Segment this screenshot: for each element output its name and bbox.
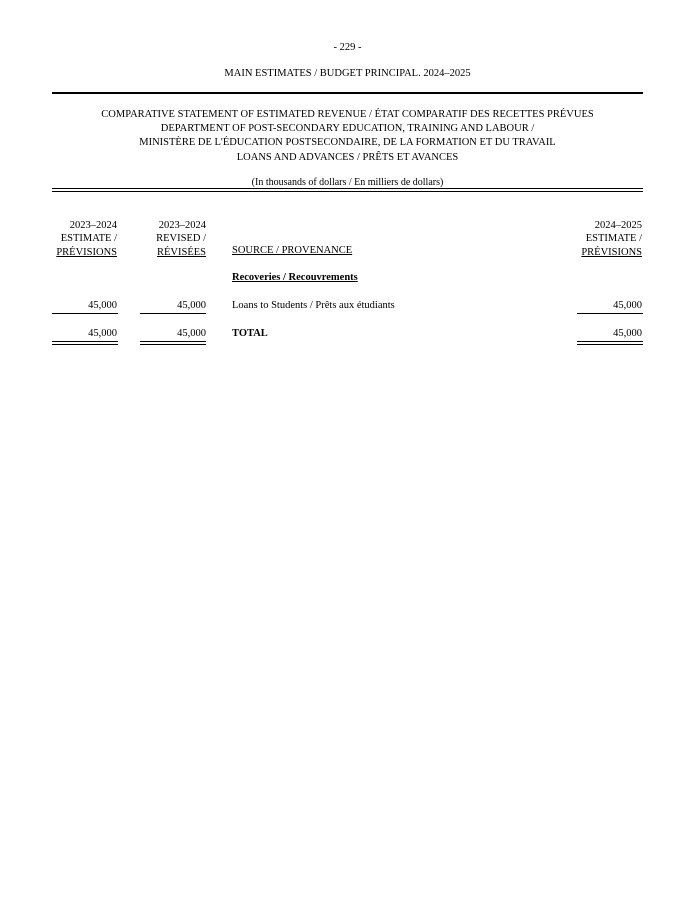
- column-header-source: SOURCE / PROVENANCE: [232, 245, 353, 256]
- subtotal-rule: [577, 313, 643, 314]
- total-double-rule: [140, 341, 206, 345]
- total-2023-revised: 45,000: [177, 328, 206, 339]
- units-note: (In thousands of dollars / En milliers de dollars): [251, 177, 444, 188]
- title-line-3: MINISTÈRE DE L'ÉDUCATION POSTSECONDAIRE, DE LA FORMATION ET DU TRAVAIL: [139, 137, 556, 149]
- column-kind: REVISED /: [156, 233, 206, 245]
- column-header-2024-estimate: [577, 219, 642, 259]
- column-year: 2024–2025: [594, 220, 642, 231]
- header-double-rule: [52, 188, 643, 192]
- column-header-2023-estimate: [52, 219, 117, 259]
- column-kind-fr: PRÉVISIONS: [56, 246, 117, 258]
- total-label: TOTAL: [232, 328, 268, 339]
- total-2023-estimate: 45,000: [88, 328, 117, 339]
- statement-title: [0, 108, 695, 165]
- title-line-2: DEPARTMENT OF POST-SECONDARY EDUCATION, TRAINING AND LABOUR /: [160, 123, 535, 135]
- column-kind: ESTIMATE /: [60, 233, 117, 245]
- subtotal-rule: [140, 313, 206, 314]
- column-year: 2023–2024: [69, 220, 117, 231]
- section-heading: Recoveries / Recouvrements: [232, 272, 358, 283]
- subtotal-rule: [52, 313, 118, 314]
- title-line-1: COMPARATIVE STATEMENT OF ESTIMATED REVENUE / ÉTAT COMPARATIF DES RECETTES PRÉVUES: [101, 109, 594, 120]
- total-double-rule: [577, 341, 643, 345]
- running-header: MAIN ESTIMATES / BUDGET PRINCIPAL. 2024–2025: [224, 68, 471, 79]
- cell-2024-estimate: 45,000: [613, 300, 642, 311]
- total-2024-estimate: 45,000: [613, 328, 642, 339]
- page-number: - 229 -: [333, 42, 362, 53]
- cell-source: Loans to Students / Prêts aux étudiants: [232, 300, 395, 311]
- title-line-4: LOANS AND ADVANCES / PRÊTS ET AVANCES: [236, 151, 459, 163]
- column-year: 2023–2024: [158, 220, 206, 231]
- top-rule: [52, 92, 643, 94]
- column-header-2023-revised: [140, 219, 206, 259]
- column-kind: ESTIMATE /: [585, 233, 642, 245]
- column-kind-fr: PRÉVISIONS: [581, 246, 642, 258]
- cell-2023-revised: 45,000: [177, 300, 206, 311]
- column-kind-fr: RÉVISÉES: [156, 246, 206, 258]
- total-double-rule: [52, 341, 118, 345]
- cell-2023-estimate: 45,000: [88, 300, 117, 311]
